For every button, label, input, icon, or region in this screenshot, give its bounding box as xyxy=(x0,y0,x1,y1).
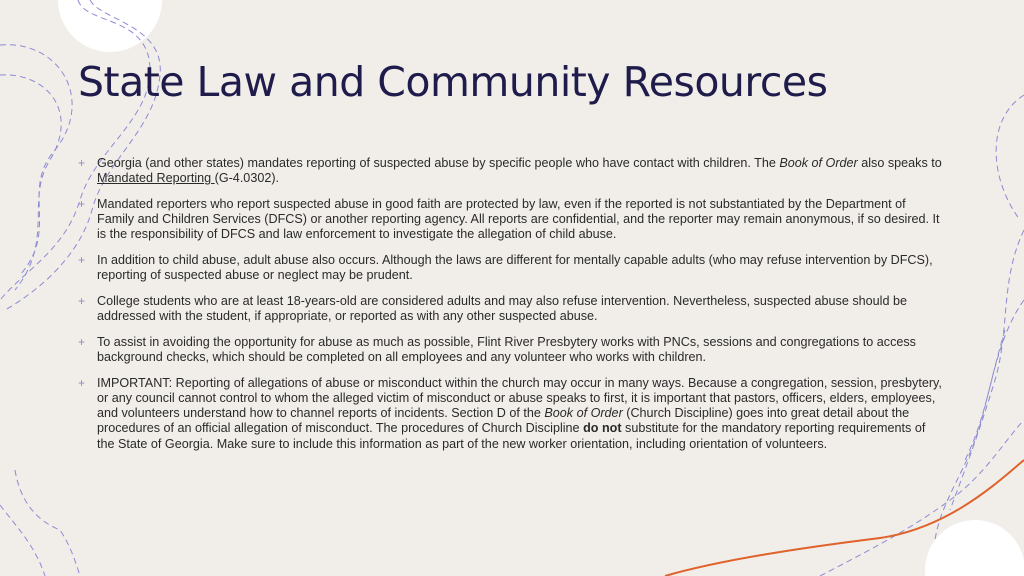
bullet-text-segment: (Church Discipline) goes into great detail about the procedures of an official allegation of misconduct. The procedures of Church Discipline xyxy=(97,406,910,436)
bullet-text-segment: (G-4.0302). xyxy=(214,171,280,186)
bullet-text-segment: Georgia (and other states) mandates reporting of suspected abuse by specific people who have contact with children. The xyxy=(97,156,780,170)
book-of-order-reference: Book of Order xyxy=(544,406,623,421)
plus-icon: + xyxy=(78,253,86,268)
bullet-item xyxy=(78,156,946,186)
bullet-text-segment: substitute for the mandatory reporting requirements of the State of Georgia. Make sure to include this information as part of the new worker orientation, including orientation of volunteers. xyxy=(97,421,926,451)
white-circle-top xyxy=(58,0,162,52)
white-circle-bottom xyxy=(925,520,1024,576)
plus-icon: + xyxy=(78,375,86,390)
plus-icon: + xyxy=(78,334,86,349)
page-title: State Law and Community Resources xyxy=(78,58,828,106)
bullet-item xyxy=(78,253,946,283)
mandated-reporting-link[interactable]: Mandated Reporting xyxy=(97,171,215,186)
bullet-text-segment: College students who are at least 18-years-old are considered adults and may also refuse intervention. Nevertheless, suspected abuse should be addressed with the student, if appropriate, or reported as with any other suspected abuse. xyxy=(97,293,907,324)
bullet-text-segment: Mandated reporters who report suspected abuse in good faith are protected by law, even if the reported is not substantiated by the Department of Family and Children Services (DFCS) or another reporting agency. All reports are confidential, and the reporter may remain anonymous, if so desired. It is the responsibility of DFCS and law enforcement to investigate the allegation of child abuse. xyxy=(97,196,940,242)
bullet-item xyxy=(78,335,946,365)
bullet-list xyxy=(78,156,946,462)
plus-icon: + xyxy=(78,293,86,308)
bullet-text-segment: In addition to child abuse, adult abuse also occurs. Although the laws are different for mentally capable adults (who may refuse intervention by DFCS), reporting of suspected abuse or neglect may be prudent. xyxy=(97,253,933,283)
plus-icon: + xyxy=(78,196,86,211)
bullet-item xyxy=(78,197,946,243)
emphasis-do-not: do not xyxy=(583,421,622,436)
bullet-item xyxy=(78,376,946,452)
bullet-text-segment: To assist in avoiding the opportunity for abuse as much as possible, Flint River Presbytery works with PNCs, sessions and congregations to access background checks, which should be completed on all employees and any volunteer who works with children. xyxy=(97,334,916,365)
bullet-text-segment: also speaks to xyxy=(857,156,942,170)
plus-icon: + xyxy=(78,156,86,170)
bullet-text-segment: IMPORTANT: Reporting of allegations of abuse or misconduct within the church may occur in many ways. Because a congregation, session, presbytery, or any council cannot control to whom the alleged victim of misconduct or abuse speaks to first, it is important that pastors, officers, elders, employees, and volunteers understand how to channel reports of incidents. Section D of the xyxy=(97,375,942,421)
bullet-item xyxy=(78,294,946,324)
book-of-order-reference: Book of Order xyxy=(779,156,858,170)
